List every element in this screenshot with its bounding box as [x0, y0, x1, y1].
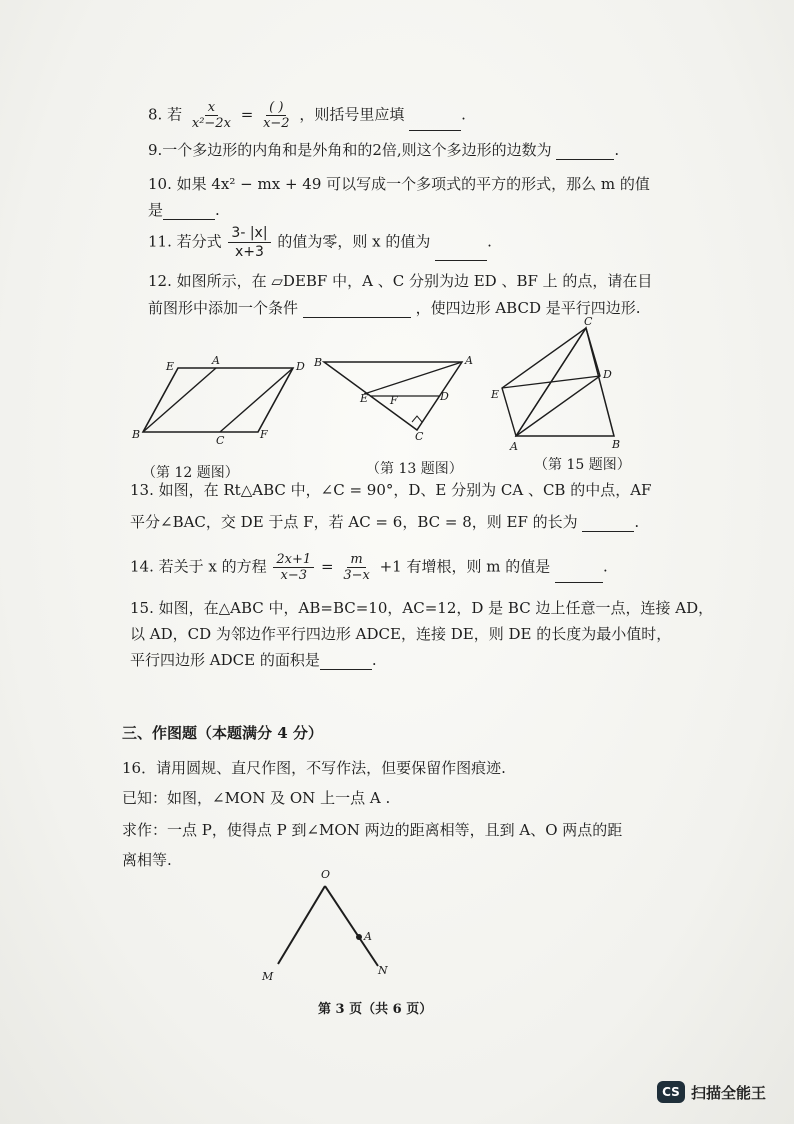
fig16-label-m: M: [262, 970, 274, 983]
q14-fraction-right: [340, 552, 373, 583]
section-3-title: 三、作图题（本题满分 4 分）: [122, 724, 323, 742]
q14-suffix: +1 有增根，则 m 的值是: [379, 557, 551, 576]
fig16-label-a: A: [364, 930, 372, 943]
camscanner-brand-text: 扫描全能王: [691, 1083, 767, 1102]
q12-line2-prefix: 前图形中添加一个条件: [148, 299, 299, 317]
fig12-label-d: D: [296, 360, 305, 373]
q10-answer-blank[interactable]: [163, 203, 215, 220]
question-11: [148, 224, 492, 261]
question-15-line1: 15. 如图，在△ABC 中，AB=BC=10，AC=12，D 是 BC 边上任意一点，连接 AD，: [130, 599, 714, 617]
page-number-footer: 第 3 页（共 6 页）: [318, 1002, 433, 1017]
fig13-right-angle-mark: [412, 416, 422, 422]
q10-line2-prefix: 是: [148, 201, 164, 219]
q11-prefix: 11. 若分式: [148, 232, 222, 251]
q8-fraction-right: [260, 100, 293, 131]
fig15-label-b: B: [612, 438, 621, 451]
q8-fraction-left: [189, 100, 234, 131]
fig13-label-e: E: [360, 392, 369, 405]
q11-suffix: 的值为零，则 x 的值为: [277, 232, 431, 251]
q11-fraction: [228, 224, 270, 261]
fig15-label-a: A: [510, 440, 518, 452]
fig12-label-f: F: [260, 428, 268, 441]
q8-suffix: ，则括号里应填: [299, 105, 405, 124]
fig15-label-e: E: [491, 388, 500, 401]
q13-period: .: [634, 513, 640, 531]
scanner-watermark-logo: [657, 1081, 766, 1103]
q12-answer-blank[interactable]: [303, 301, 411, 318]
q8-frac1-numerator: x: [205, 100, 218, 116]
q13-line2-prefix: 平分∠BAC，交 DE 于点 F，若 AC = 6，BC = 8，则 EF 的长为: [130, 513, 578, 531]
q11-numerator: 3- |x|: [228, 224, 270, 243]
question-15-line3: [130, 650, 377, 670]
q14-answer-blank[interactable]: [555, 566, 603, 583]
fig12-label-e: E: [166, 360, 175, 373]
q14-frac2-denominator: 3−x: [343, 568, 370, 583]
fig13-label-a: A: [465, 354, 473, 367]
q14-frac1-numerator: 2x+1: [273, 552, 314, 568]
question-13-line1: 13. 如图，在 Rt△ABC 中，∠C = 90°，D、E 分别为 CA 、CB 的中点，AF: [130, 481, 652, 499]
fig12-caption: （第 12 题图）: [142, 465, 239, 481]
fig12-label-c: C: [216, 434, 225, 447]
fig15-label-c: C: [584, 316, 593, 328]
fig12-label-b: B: [132, 428, 141, 441]
figure-13: [312, 352, 482, 442]
fig12-segment-ab: [143, 368, 216, 432]
q15-line3-prefix: 平行四边形 ADCE 的面积是: [130, 651, 320, 669]
q9-text: 9.一个多边形的内角和是外角和的2倍,则这个多边形的边数为: [148, 141, 552, 159]
question-16-line4: 离相等.: [122, 851, 172, 869]
q8-prefix: 8. 若: [148, 105, 183, 124]
q9-answer-blank[interactable]: [556, 143, 614, 160]
question-15-line2: 以 AD，CD 为邻边作平行四边形 ADCE，连接 DE，则 DE 的长度为最小值时，: [130, 625, 672, 643]
q8-period: .: [461, 105, 466, 124]
question-9: [148, 140, 619, 160]
question-16-line1: 16．请用圆规、直尺作图，不写作法，但要保留作图痕迹.: [122, 759, 506, 777]
question-16-line2: 已知：如图，∠MON 及 ON 上一点 A .: [122, 789, 391, 807]
question-14: [130, 552, 608, 583]
fig16-ray-om: [278, 886, 325, 964]
question-10-line1: 10. 如果 4x² − mx + 49 可以写成一个多项式的平方的形式，那么 m 的值: [148, 175, 650, 193]
question-12-line2: [148, 298, 641, 318]
camscanner-logo-icon: CS: [657, 1081, 685, 1103]
fig13-label-b: B: [314, 356, 323, 369]
fig15-caption: （第 15 题图）: [534, 457, 631, 473]
q8-frac2-numerator: ( ): [266, 100, 286, 116]
question-12-line1: 12. 如图所示，在 ▱DEBF 中，A 、C 分别为边 ED 、BF 上 的点，请在目: [148, 272, 653, 290]
q9-period: .: [614, 141, 620, 159]
q14-prefix: 14. 若关于 x 的方程: [130, 557, 267, 576]
fig16-point-a: [356, 934, 362, 940]
q13-answer-blank[interactable]: [582, 515, 634, 532]
q11-answer-blank[interactable]: [435, 244, 487, 261]
q11-period: .: [487, 232, 492, 251]
question-8: [148, 100, 466, 131]
q14-equals: =: [320, 557, 334, 576]
q14-period: .: [603, 557, 608, 576]
fig16-ray-on: [325, 886, 378, 966]
q12-line2-suffix: ，使四边形 ABCD 是平行四边形.: [415, 299, 641, 317]
figure-16: [258, 862, 398, 986]
q14-frac2-numerator: m: [347, 552, 365, 568]
fig13-label-f: F: [390, 394, 398, 407]
q15-period: .: [371, 651, 377, 669]
q14-frac1-denominator: x−3: [280, 568, 308, 583]
q15-answer-blank[interactable]: [320, 653, 372, 670]
fig12-label-a: A: [212, 354, 220, 367]
fig12-parallelogram: [143, 368, 293, 432]
fig16-label-o: O: [321, 868, 331, 881]
fig13-caption: （第 13 题图）: [366, 461, 463, 477]
question-16-line3: 求作：一点 P，使得点 P 到∠MON 两边的距离相等，且到 A、O 两点的距: [122, 821, 623, 839]
q10-period: .: [215, 201, 220, 219]
q8-answer-blank[interactable]: [409, 114, 461, 131]
figure-12: [128, 352, 308, 447]
q8-frac1-denominator: x²−2x: [191, 116, 231, 131]
fig16-label-n: N: [378, 964, 388, 977]
q8-equals: =: [240, 105, 254, 124]
q11-denominator: x+3: [235, 244, 264, 260]
fig15-triangle-abc: [516, 328, 614, 436]
fig13-label-d: D: [440, 390, 449, 403]
q14-fraction-left: [273, 552, 314, 583]
fig15-label-d: D: [603, 368, 612, 381]
q8-frac2-denominator: x−2: [263, 116, 290, 131]
question-10-line2: [148, 200, 220, 220]
fig12-segment-dc: [220, 368, 293, 432]
question-13-line2: [130, 512, 639, 532]
fig13-label-c: C: [415, 430, 424, 442]
figure-15: [488, 316, 628, 452]
